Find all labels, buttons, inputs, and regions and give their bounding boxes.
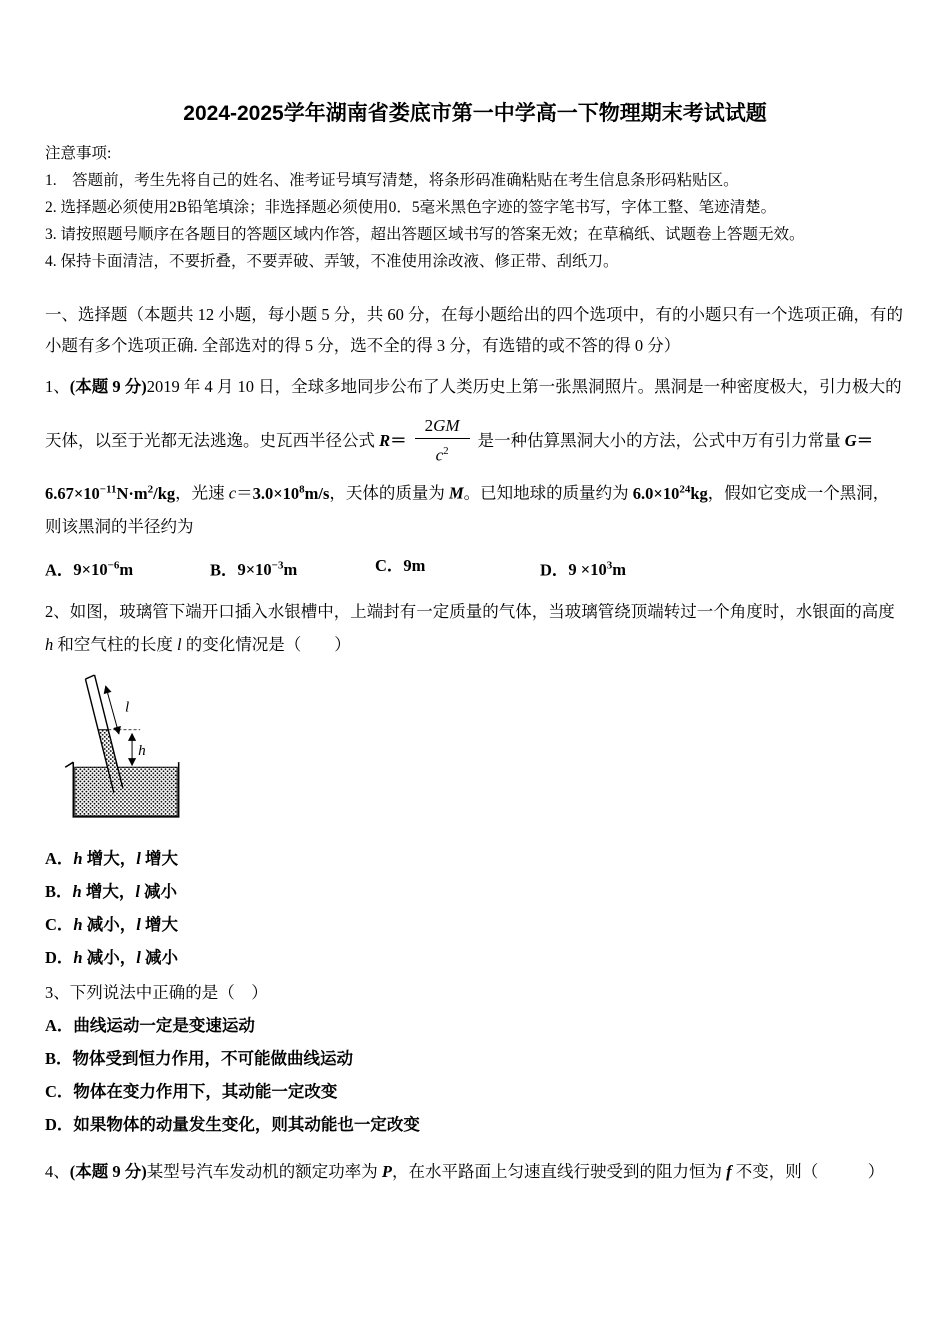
label-l: l — [124, 698, 130, 716]
q2-options — [45, 842, 905, 974]
notice-item-1: 1. 答题前，考生先将自己的姓名、准考证号填写清楚，将条形码准确粘贴在考生信息条形码粘贴区。 — [45, 172, 739, 189]
question-2 — [45, 595, 905, 974]
q1-formula-pre: 天体，以至于光都无法逃逸。史瓦西半径公式 R＝ — [45, 431, 407, 450]
section-heading-choice: 一、选择题（本题共 12 小题，每小题 5 分，共 60 分，在每小题给出的四个选项中，有的小题只有一个选项正确，有的小题有多个选项正确. 全部选对的得 5 分，选不全的得 3 分，有选错的或不答的得 0 分） — [45, 305, 903, 355]
notice-section — [45, 141, 905, 275]
q3-option-d: D．如果物体的动量发生变化，则其动能也一定改变 — [45, 1115, 420, 1134]
beaker-spout — [65, 762, 73, 767]
label-h: h — [138, 742, 146, 760]
q1-formula-line — [45, 409, 905, 473]
q3-option-a: A．曲线运动一定是变速运动 — [45, 1016, 255, 1035]
q2-text-line2: h 和空气柱的长度 l 的变化情况是（ ） — [45, 635, 351, 654]
q2-option-c: C．h 减小，l 增大 — [45, 915, 178, 934]
q2-option-a: A．h 增大，l 增大 — [45, 849, 178, 868]
q2-figure-wrap — [53, 673, 905, 830]
q2-option-b: B．h 增大，l 减小 — [45, 882, 178, 901]
notice-item-2: 2. 选择题必须使用2B铅笔填涂；非选择题必须使用0．5毫米黑色字迹的签字笔书写，字体工整、笔迹清楚。 — [45, 199, 777, 216]
q1-option-a: A．$9\times 10^{-6}m$ — [45, 559, 134, 579]
formula-numerator: 2GM — [415, 416, 470, 439]
q3-option-c: C．物体在变力作用下，其动能一定改变 — [45, 1082, 338, 1101]
q1-option-c: C．9m — [375, 555, 426, 575]
q1-option-d: D．$9 \times 10^3m$ — [540, 559, 626, 579]
q2-text-line1: 2、如图，玻璃管下端开口插入水银槽中，上端封有一定质量的气体，当玻璃管绕顶端转过一个角度时，水银面的高度 — [45, 602, 895, 621]
question-3 — [45, 976, 905, 1141]
q3-text-line1: 3、下列说法中正确的是（ ） — [45, 983, 268, 1002]
notice-item-3: 3. 请按照题号顺序在各题目的答题区域内作答，超出答题区域书写的答案无效；在草稿纸、试题卷上答题无效。 — [45, 226, 805, 243]
notice-item-4: 4. 保持卡面清洁，不要折叠，不要弄破、弄皱，不准使用涂改液、修正带、刮纸刀。 — [45, 253, 619, 270]
paper-title: 2024-2025学年湖南省娄底市第一中学高一下物理期末考试试题 — [183, 102, 767, 125]
q1-formula-post: 是一种估算黑洞大小的方法，公式中万有引力常量 G＝ — [477, 431, 874, 450]
q1-option-b: B．$9\times 10^{-3}m$ — [210, 559, 298, 579]
schwarzschild-formula — [415, 416, 470, 466]
q1-options-row — [45, 549, 905, 588]
q1-text-line3: $6.67\times 10^{-11}N\cdot m^2/kg$，光速 $c=3.0\times 10^8m/s$，天体的质量为 M。已知地球的质量约为 $6.0\times 10^{24}kg$，假如它变成一个黑洞， — [45, 483, 890, 503]
question-1 — [45, 371, 905, 587]
q1-text-line4: 则该黑洞的半径约为 — [45, 516, 194, 536]
question-4 — [45, 1155, 905, 1188]
formula-denominator: $c^2$ — [435, 445, 449, 465]
mercury-trough-fill — [75, 767, 177, 816]
tube-closed-top — [85, 675, 94, 679]
q3-option-b: B．物体受到恒力作用，不可能做曲线运动 — [45, 1049, 354, 1068]
q2-option-d: D．h 减小，l 减小 — [45, 948, 178, 967]
notice-heading: 注意事项: — [45, 145, 112, 162]
q2-figure — [53, 673, 203, 825]
q4-text-line1: 4、(本题 9 分)某型号汽车发动机的额定功率为 P，在水平路面上匀速直线行驶受到的阻力恒为 f 不变，则（ ） — [45, 1162, 885, 1181]
q1-text-line1: 1、(本题 9 分)2019 年 4 月 10 日，全球多地同步公布了人类历史上第一张黑洞照片。黑洞是一种密度极大，引力极大的 — [45, 377, 902, 396]
q3-options — [45, 1009, 905, 1141]
